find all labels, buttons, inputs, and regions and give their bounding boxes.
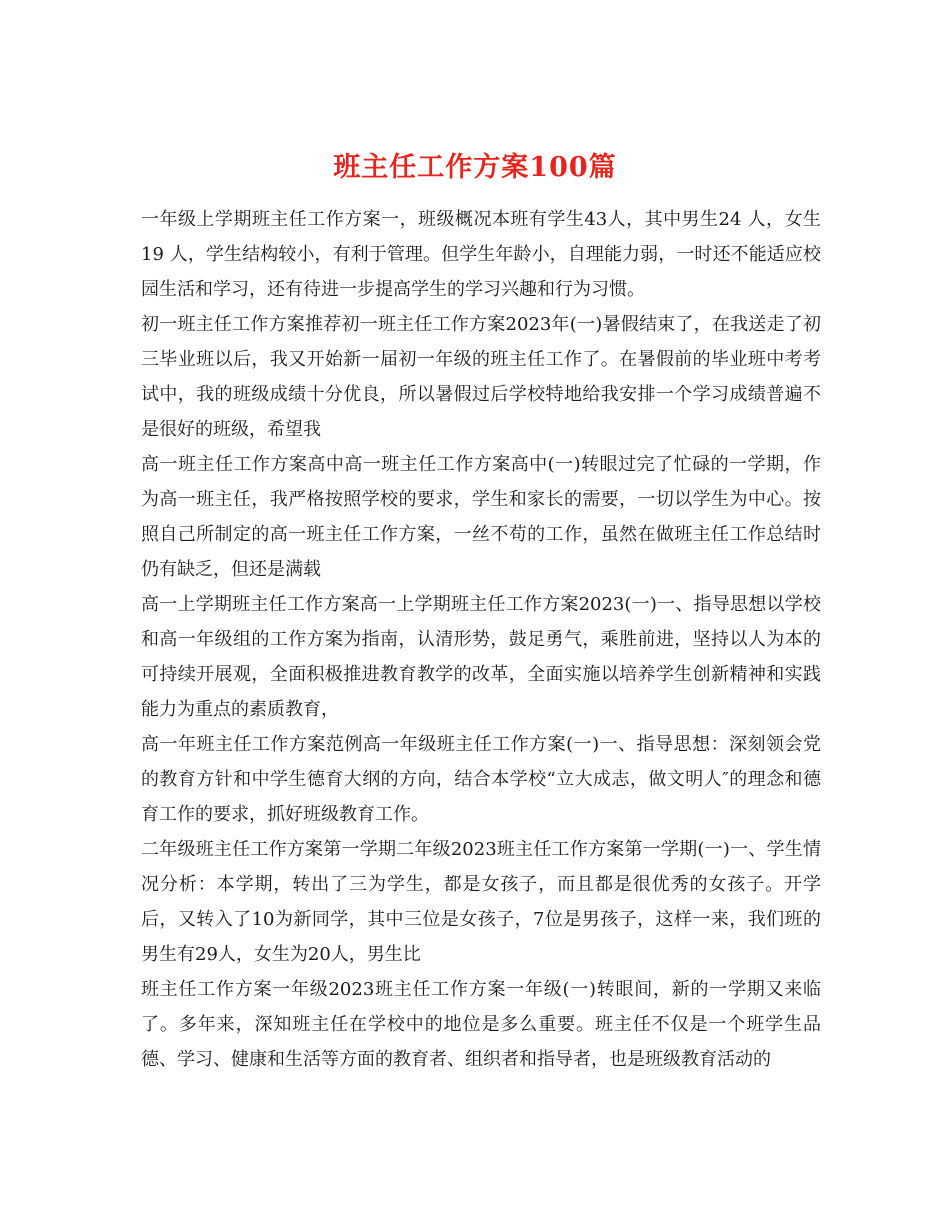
paragraph-7: 班主任工作方案一年级2023班主任工作方案一年级(一)转眼间，新的一学期又来临了。多年来，深知班主任在学校中的地位是多么重要。班主任不仅是一个班学生品德、学习、健康和生活等方面的教育者、组织者和指导者，也是班级教育活动的 (141, 979, 821, 1070)
document-title: 班主任工作方案100篇 (333, 152, 617, 184)
paragraph-5: 高一年班主任工作方案范例高一年级班主任工作方案(一)一、指导思想：深刻领会党的教育方针和中学生德育大纲的方向，结合本学校“立大成志，做文明人″的理念和德育工作的要求，抓好班级教育工作。 (141, 734, 821, 825)
paragraph-1: 一年级上学期班主任工作方案一，班级概况本班有学生43人，其中男生24 人，女生19 人，学生结构较小，有利于管理。但学生年龄小，自理能力弱，一时还不能适应校园生活和学习，还有待进一步提高学生的学习兴趣和行为习惯。 (141, 209, 821, 300)
paragraph-6: 二年级班主任工作方案第一学期二年级2023班主任工作方案第一学期(一)一、学生情况分析：本学期，转出了三为学生，都是女孩子，而且都是很优秀的女孩子。开学后，又转入了10为新同学，其中三位是女孩子，7位是男孩子，这样一来，我们班的男生有29人，女生为20人，男生比 (141, 839, 821, 965)
paragraph-3: 高一班主任工作方案高中高一班主任工作方案高中(一)转眼过完了忙碌的一学期，作为高一班主任，我严格按照学校的要求，学生和家长的需要，一切以学生为中心。按照自己所制定的高一班主任工作方案，一丝不苟的工作，虽然在做班主任工作总结时仍有缺乏，但还是满载 (141, 454, 821, 580)
document-body (141, 202, 821, 1077)
paragraph-4: 高一上学期班主任工作方案高一上学期班主任工作方案2023(一)一、指导思想以学校和高一年级组的工作方案为指南，认清形势，鼓足勇气，乘胜前进，坚持以人为本的可持续开展观，全面积极推进教育教学的改革，全面实施以培养学生创新精神和实践能力为重点的素质教育， (141, 594, 821, 720)
paragraph-2: 初一班主任工作方案推荐初一班主任工作方案2023年(一)暑假结束了，在我送走了初三毕业班以后，我又开始新一届初一年级的班主任工作了。在暑假前的毕业班中考考试中，我的班级成绩十分优良，所以暑假过后学校特地给我安排一个学习成绩普遍不是很好的班级，希望我 (141, 314, 821, 440)
